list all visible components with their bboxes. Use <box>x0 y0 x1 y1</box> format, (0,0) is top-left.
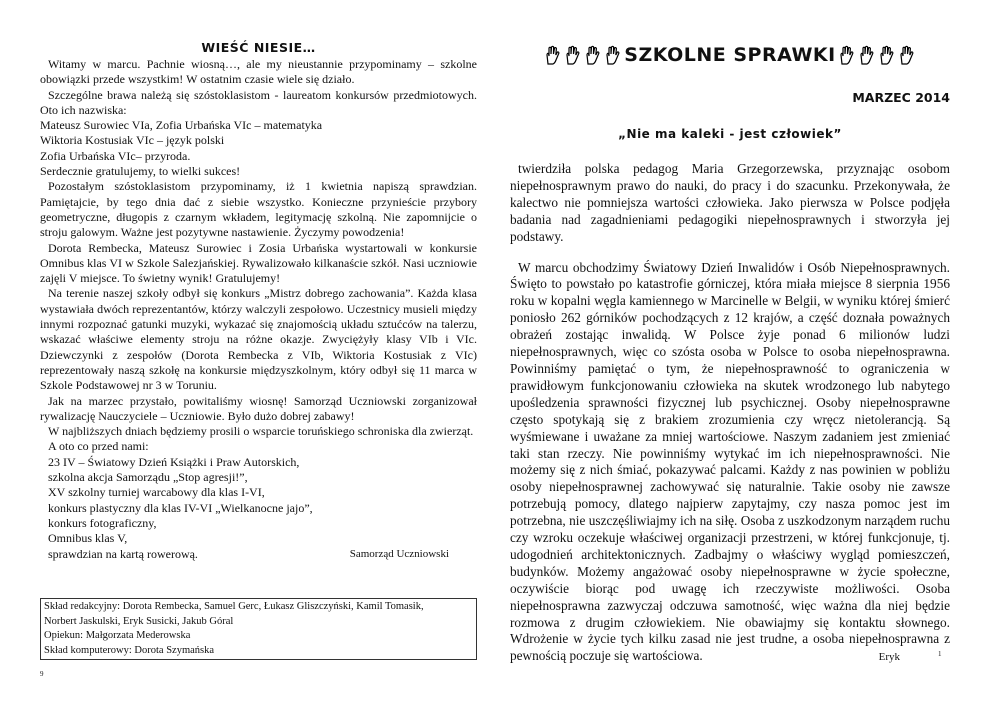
raised-hand-icon <box>878 45 896 65</box>
paragraph: A oto co przed nami: <box>48 439 149 454</box>
paragraph: Mateusz Surowiec VIa, Zofia Urbańska VIc – matematyka <box>40 118 323 133</box>
paragraph: W najbliższych dniach będziemy prosili o wsparcie toruńskiego schroniska dla zwierząt. <box>48 424 474 439</box>
newsletter-title: SZKOLNE SPRAWKI <box>624 44 836 66</box>
right-article <box>510 161 950 665</box>
paragraph: twierdziła polska pedagog Maria Grzegorzewska, przyznając osobom niepełnosprawnym prawo do nauki, do pracy i do szacunku. Przekonywała, że kalectwo nie pomniejsza wartości człowieka. Jako pierwsza w Polsce podjęła badania nad zagadnieniami pedagogiki niepełnosprawnych i stworzyła jej podstawy. <box>510 161 950 244</box>
staff-line: Skład redakcyjny: Dorota Rembecka, Samuel Gerc, Łukasz Gliszczyński, Kamil Tomasik, <box>44 601 424 612</box>
raised-hand-icon <box>584 45 602 65</box>
staff-line: Norbert Jaskulski, Eryk Susicki, Jakub Góral <box>44 615 234 627</box>
article-title: „Nie ma kaleki - jest człowiek” <box>618 127 842 141</box>
paragraph: Zofia Urbańska VIc– przyroda. <box>40 148 191 163</box>
paragraph: Jak na marzec przystało, powitaliśmy wiosnę! Samorząd Uczniowski zorganizował rywalizację Nauczyciele – Uczniowie. Było dużo dobrej zabawy! <box>40 393 477 423</box>
paragraph: W marcu obchodzimy Światowy Dzień Inwalidów i Osób Niepełnosprawnych. Święto to powstało po katastrofie górniczej, która miała miejsce 8 sierpnia 1956 roku w kopalni węgla kamiennego w Marcinelle w Belgii, w wyniku której śmierć poniosło 262 górników pochodzących z 12 krajów, a część doznała poważnych obrażeń zostając inwalidą. W Polsce żyje ponad 6 milionów ludzi niepełnosprawnych, więc co szósta osoba w Polsce to osoba niepełnosprawna. Powinniśmy pamiętać o tym, że niepełnosprawność to ograniczenia w prawidłowym funkcjonowaniu człowieka na skutek wrodzonego lub nabytego upośledzenia sprawności fizycznej lub psychicznej. Osoby niepełnosprawne często spotykają się z brakiem zrozumienia czy wręcz nietolerancją. Są wyśmiewane i uważane za mniej wartościowe. Naszym zadaniem jest zmieniać taki stan rzeczy. Nie powinniśmy wytykać im ich niepełnosprawności. Nie możemy się z nich śmiać, pokazywać palcami. Każdy z nas powinien w pobliżu osoby niepełnosprawnej zachowywać się naturalnie. Takie osoby nie zawsze potrzebują pomocy, dlatego najpierw zapytajmy, czy nasza pomoc jest im potrzebna, nie uszczęśliwiajmy ich na siłę. Osoba z uszkodzonym narządem ruchu czy wzroku oczekuje właściwej organizacji przestrzeni, w której funkcjonuje, tj. udogodnień architektonicznych. Zadbajmy o właściwy wygląd pomieszczeń, budynków. Możemy angażować osoby niepełnosprawne w życie społeczne, oczywiście biorąc pod uwagę ich rzeczywiste możliwości. Osoba niepełnosprawna zazwyczaj odczuwa samotność, więc ważna dla niej będzie rozmowa z drugim człowiekiem. Nie obawiajmy się kontaktu słownego. Wdrożenie w życie tych kilku zasad nie jest trudne, a osoba niepełnosprawna z pewnością poczuje się wartościowa. <box>510 259 950 664</box>
paragraph: Wiktoria Kostusiak VIc – język polski <box>40 133 225 148</box>
issue-date: MARZEC 2014 <box>852 90 950 105</box>
raised-hand-icon <box>544 45 562 65</box>
agenda-item: konkurs fotograficzny, <box>48 515 157 530</box>
author-name: Eryk <box>878 651 900 664</box>
hand-icons-left <box>544 45 622 65</box>
paragraph: Szczególne brawa należą się szóstoklasistom - laureatom konkursów przedmiotowych. Oto ich nazwiska: <box>40 87 477 117</box>
paragraph: Dorota Rembecka, Mateusz Surowiec i Zosia Urbańska wystartowali w konkursie Omnibus klas VI w Szkole Salezjańskiej. Rywalizowało kilkanaście szkół. Nasi uczniowie zajęli V miejsce. To świetny wynik! Gratulujemy! <box>40 240 477 286</box>
signature: Samorząd Uczniowski <box>349 547 449 560</box>
agenda-item: XV szkolny turniej warcabowy dla klas I-VI, <box>48 485 265 500</box>
raised-hand-icon <box>604 45 622 65</box>
agenda-list <box>40 455 477 547</box>
hand-icons-right <box>838 45 916 65</box>
left-page-title: WIEŚĆ NIESIE… <box>201 40 316 55</box>
raised-hand-icon <box>898 45 916 65</box>
agenda-item: sprawdzian na kartą rowerową. <box>48 546 198 561</box>
paragraph: Witamy w marcu. Pachnie wiosną…, ale my nieustannie przypominamy – szkolne obowiązki przede wszystkim! W ostatnim czasie wiele się działo. <box>40 57 477 87</box>
raised-hand-icon <box>564 45 582 65</box>
left-article <box>40 57 477 562</box>
editorial-staff-box <box>40 598 477 660</box>
staff-line: Skład komputerowy: Dorota Szymańska <box>44 644 215 656</box>
paragraph: Pozostałym szóstoklasistom przypominamy, iż 1 kwietnia napiszą sprawdzian. Pamiętajcie, by tego dnia dać z siebie wszystko. Konieczne przynieście przybory geometryczne, długopis z czarnym wkładem, legitymację szkolną. Nie zapomnijcie o stroju galowym. Ważne jest pozytywne nastawienie. Życzymy powodzenia! <box>40 179 477 240</box>
agenda-item: szkolna akcja Samorządu „Stop agresji!”, <box>48 470 248 485</box>
agenda-item: 23 IV – Światowy Dzień Książki i Praw Autorskich, <box>48 454 300 469</box>
raised-hand-icon <box>858 45 876 65</box>
agenda-item: konkurs plastyczny dla klas IV-VI „Wielkanocne jajo”, <box>48 500 313 515</box>
staff-line: Opiekun: Małgorzata Mederowska <box>44 630 191 641</box>
paragraph: Serdecznie gratulujemy, to wielki sukces! <box>40 164 241 179</box>
page-number-right: 1 <box>938 650 942 658</box>
page-number-left: 9 <box>40 670 44 678</box>
left-page <box>40 40 477 562</box>
agenda-last-row <box>40 547 477 562</box>
right-page <box>510 40 950 663</box>
raised-hand-icon <box>838 45 856 65</box>
newsletter-masthead <box>510 44 950 66</box>
agenda-item: Omnibus klas V, <box>48 531 128 546</box>
paragraph: Na terenie naszej szkoły odbył się konkurs „Mistrz dobrego zachowania”. Każda klasa wystawiała dwóch reprezentantów, którzy walczyli zespołowo. Uczestnicy musieli między innymi rozpoznać gatunki muzyki, wykazać się znajomością układu sztućców na talerzu, wskazać właściwe elementy stroju na różne okazje. Zwyciężyły klasy VIb i VIc. Dziewczynki z zespołów (Dorota Rembecka z VIb, Wiktoria Kostusiak z VIc) reprezentowały naszą szkołę na konkursie międzyszkolnym, który odbył się 11 marca w Szkole Podstawowej nr 3 w Toruniu. <box>40 286 477 393</box>
